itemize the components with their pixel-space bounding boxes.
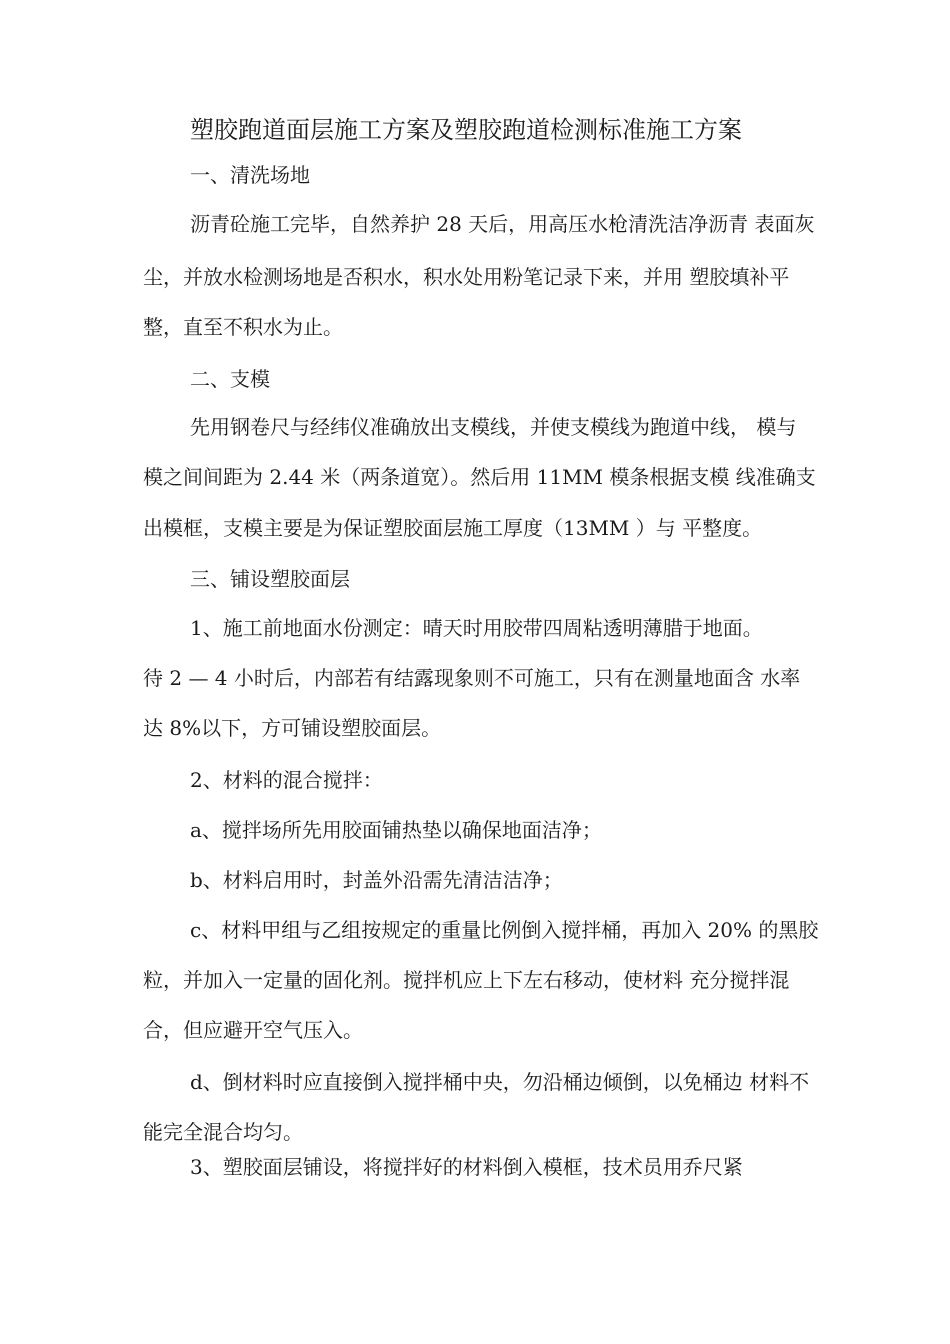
paragraph-line: 尘，并放水检测场地是否积水，积水处用粉笔记录下来，并用 塑胶填补平 xyxy=(143,265,790,289)
paragraph-line: a、搅拌场所先用胶面铺热垫以确保地面洁净； xyxy=(190,818,602,842)
paragraph-line: 先用钢卷尺与经纬仪准确放出支模线，并使支模线为跑道中线， 模与 xyxy=(190,415,797,439)
heading-3: 三、铺设塑胶面层 xyxy=(190,567,350,591)
paragraph-line: 合，但应避开空气压入。 xyxy=(143,1018,363,1042)
paragraph-line: 能完全混合均匀。 xyxy=(143,1120,303,1144)
paragraph-line: 1、施工前地面水份测定：晴天时用胶带四周粘透明薄腊于地面。 xyxy=(190,616,763,640)
heading-1: 一、清洗场地 xyxy=(190,163,310,187)
paragraph-line: 3、塑胶面层铺设，将搅拌好的材料倒入模框，技术员用乔尺紧 xyxy=(190,1155,743,1179)
paragraph-line: d、倒材料时应直接倒入搅拌桶中央，勿沿桶边倾倒，以免桶边 材料不 xyxy=(190,1070,810,1094)
paragraph-line: 出模框，支模主要是为保证塑胶面层施工厚度（13MM ）与 平整度。 xyxy=(143,516,763,540)
paragraph-line: 2、材料的混合搅拌： xyxy=(190,768,383,792)
heading-2: 二、支模 xyxy=(190,367,270,391)
paragraph-line: c、材料甲组与乙组按规定的重量比例倒入搅拌桶，再加入 20% 的黑胶 xyxy=(190,918,819,942)
paragraph-line: 整，直至不积水为止。 xyxy=(143,315,343,339)
paragraph-line: 待 2 — 4 小时后，内部若有结露现象则不可施工，只有在测量地面含 水率 xyxy=(143,666,801,690)
paragraph-line: 达 8%以下，方可铺设塑胶面层。 xyxy=(143,716,442,740)
paragraph-line: 粒，并加入一定量的固化剂。搅拌机应上下左右移动，使材料 充分搅拌混 xyxy=(143,968,790,992)
paragraph-line: 沥青砼施工完毕，自然养护 28 天后，用高压水枪清洗洁净沥青 表面灰 xyxy=(190,212,815,236)
paragraph-line: b、材料启用时，封盖外沿需先清洁洁净； xyxy=(190,868,563,892)
paragraph-line: 模之间间距为 2.44 米（两条道宽）。然后用 11MM 模条根据支模 线准确支 xyxy=(143,465,816,489)
document-title: 塑胶跑道面层施工方案及塑胶跑道检测标准施工方案 xyxy=(190,116,742,144)
